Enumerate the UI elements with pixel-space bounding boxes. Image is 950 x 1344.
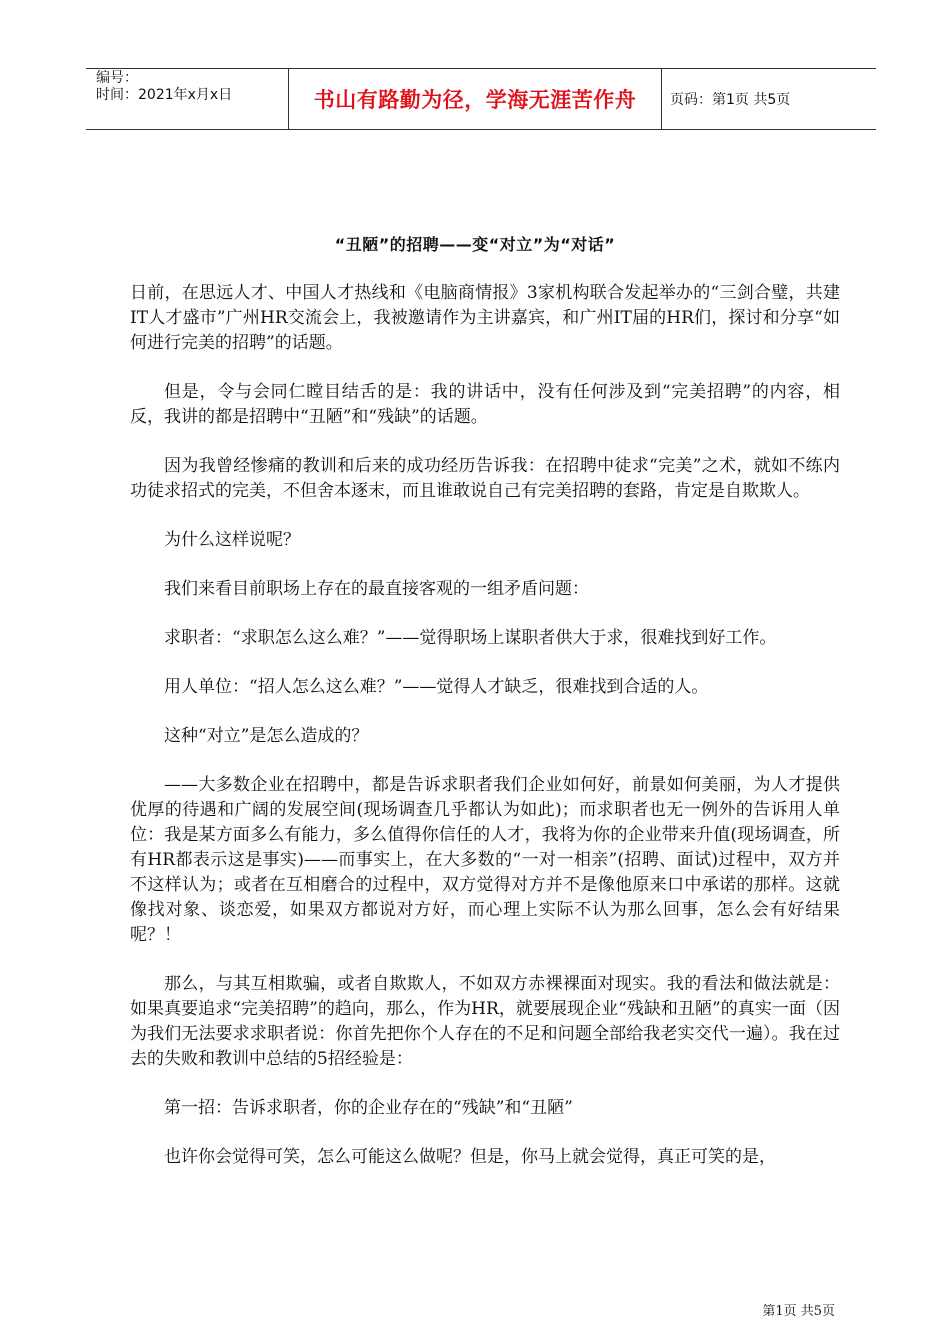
article-paragraph: 为什么这样说呢？ [164,530,300,550]
number-label: 编号： [96,70,138,86]
article-paragraph: 但是，令与会同仁瞠目结舌的是：我的讲话中，没有任何涉及到“完美招聘”的内容，相反，我讲的都是招聘中“丑陋”和“残缺”的话题。 [130,382,840,427]
header-page-info: 页码：第1页 共5页 [670,92,791,108]
article-body [130,281,840,1194]
article-title: “丑陋”的招聘——变“对立”为“对话” [334,235,616,254]
header-motto-cell [288,69,662,129]
page-header [86,68,876,130]
motto-text: 书山有路勤为径，学海无涯苦作舟 [313,88,637,112]
article-paragraph: 这种“对立”是怎么造成的？ [164,726,369,746]
article-paragraph: 因为我曾经惨痛的教训和后来的成功经历告诉我：在招聘中徒求“完美”之术，就如不练内功徒求招式的完美，不但舍本逐末，而且谁敢说自己有完美招聘的套路，肯定是自欺欺人。 [130,456,840,501]
header-right-cell [662,69,876,129]
article-paragraph: 用人单位：“招人怎么这么难？”——觉得人才缺乏，很难找到合适的人。 [164,677,709,697]
header-left-cell [86,69,288,129]
article-paragraph: 日前，在思远人才、中国人才热线和《电脑商情报》3家机构联合发起举办的“三剑合璧，共建IT人才盛市”广州HR交流会上，我被邀请作为主讲嘉宾，和广州IT届的HR们，探讨和分享“如何进行完美的招聘”的话题。 [130,283,840,353]
footer-page-info: 第1页 共5页 [762,1304,835,1319]
article-paragraph: 那么，与其互相欺骗，或者自欺欺人，不如双方赤裸裸面对现实。我的看法和做法就是：如果真要追求“完美招聘”的趋向，那么，作为HR，就要展现企业“残缺和丑陋”的真实一面（因为我们无法要求求职者说：你首先把你个人存在的不足和问题全部给我老实交代一遍）。我在过去的失败和教训中总结的5招经验是： [130,974,840,1069]
article-paragraph: 第一招：告诉求职者，你的企业存在的“残缺”和“丑陋” [164,1098,573,1118]
article-paragraph: ——大多数企业在招聘中，都是告诉求职者我们企业如何好，前景如何美丽，为人才提供优厚的待遇和广阔的发展空间(现场调查几乎都认为如此)；而求职者也无一例外的告诉用人单位：我是某方面多么有能力，多么值得你信任的人才，我将为你的企业带来升值(现场调查，所有HR都表示这是事实)——而事实上，在大多数的“一对一相亲”(招聘、面试)过程中，双方并不这样认为；或者在互相磨合的过程中，双方觉得对方并不是像他原来口中承诺的那样。这就像找对象、谈恋爱，如果双方都说对方好，而心理上实际不认为那么回事，怎么会有好结果呢？！ [130,775,840,945]
time-label: 时间：2021年x月x日 [96,87,233,103]
article-paragraph: 也许你会觉得可笑，怎么可能这么做呢？但是，你马上就会觉得，真正可笑的是， [164,1147,776,1167]
article-paragraph: 我们来看目前职场上存在的最直接客观的一组矛盾问题： [164,579,589,599]
article-paragraph: 求职者：“求职怎么这么难？”——觉得职场上谋职者供大于求，很难找到好工作。 [164,628,777,648]
